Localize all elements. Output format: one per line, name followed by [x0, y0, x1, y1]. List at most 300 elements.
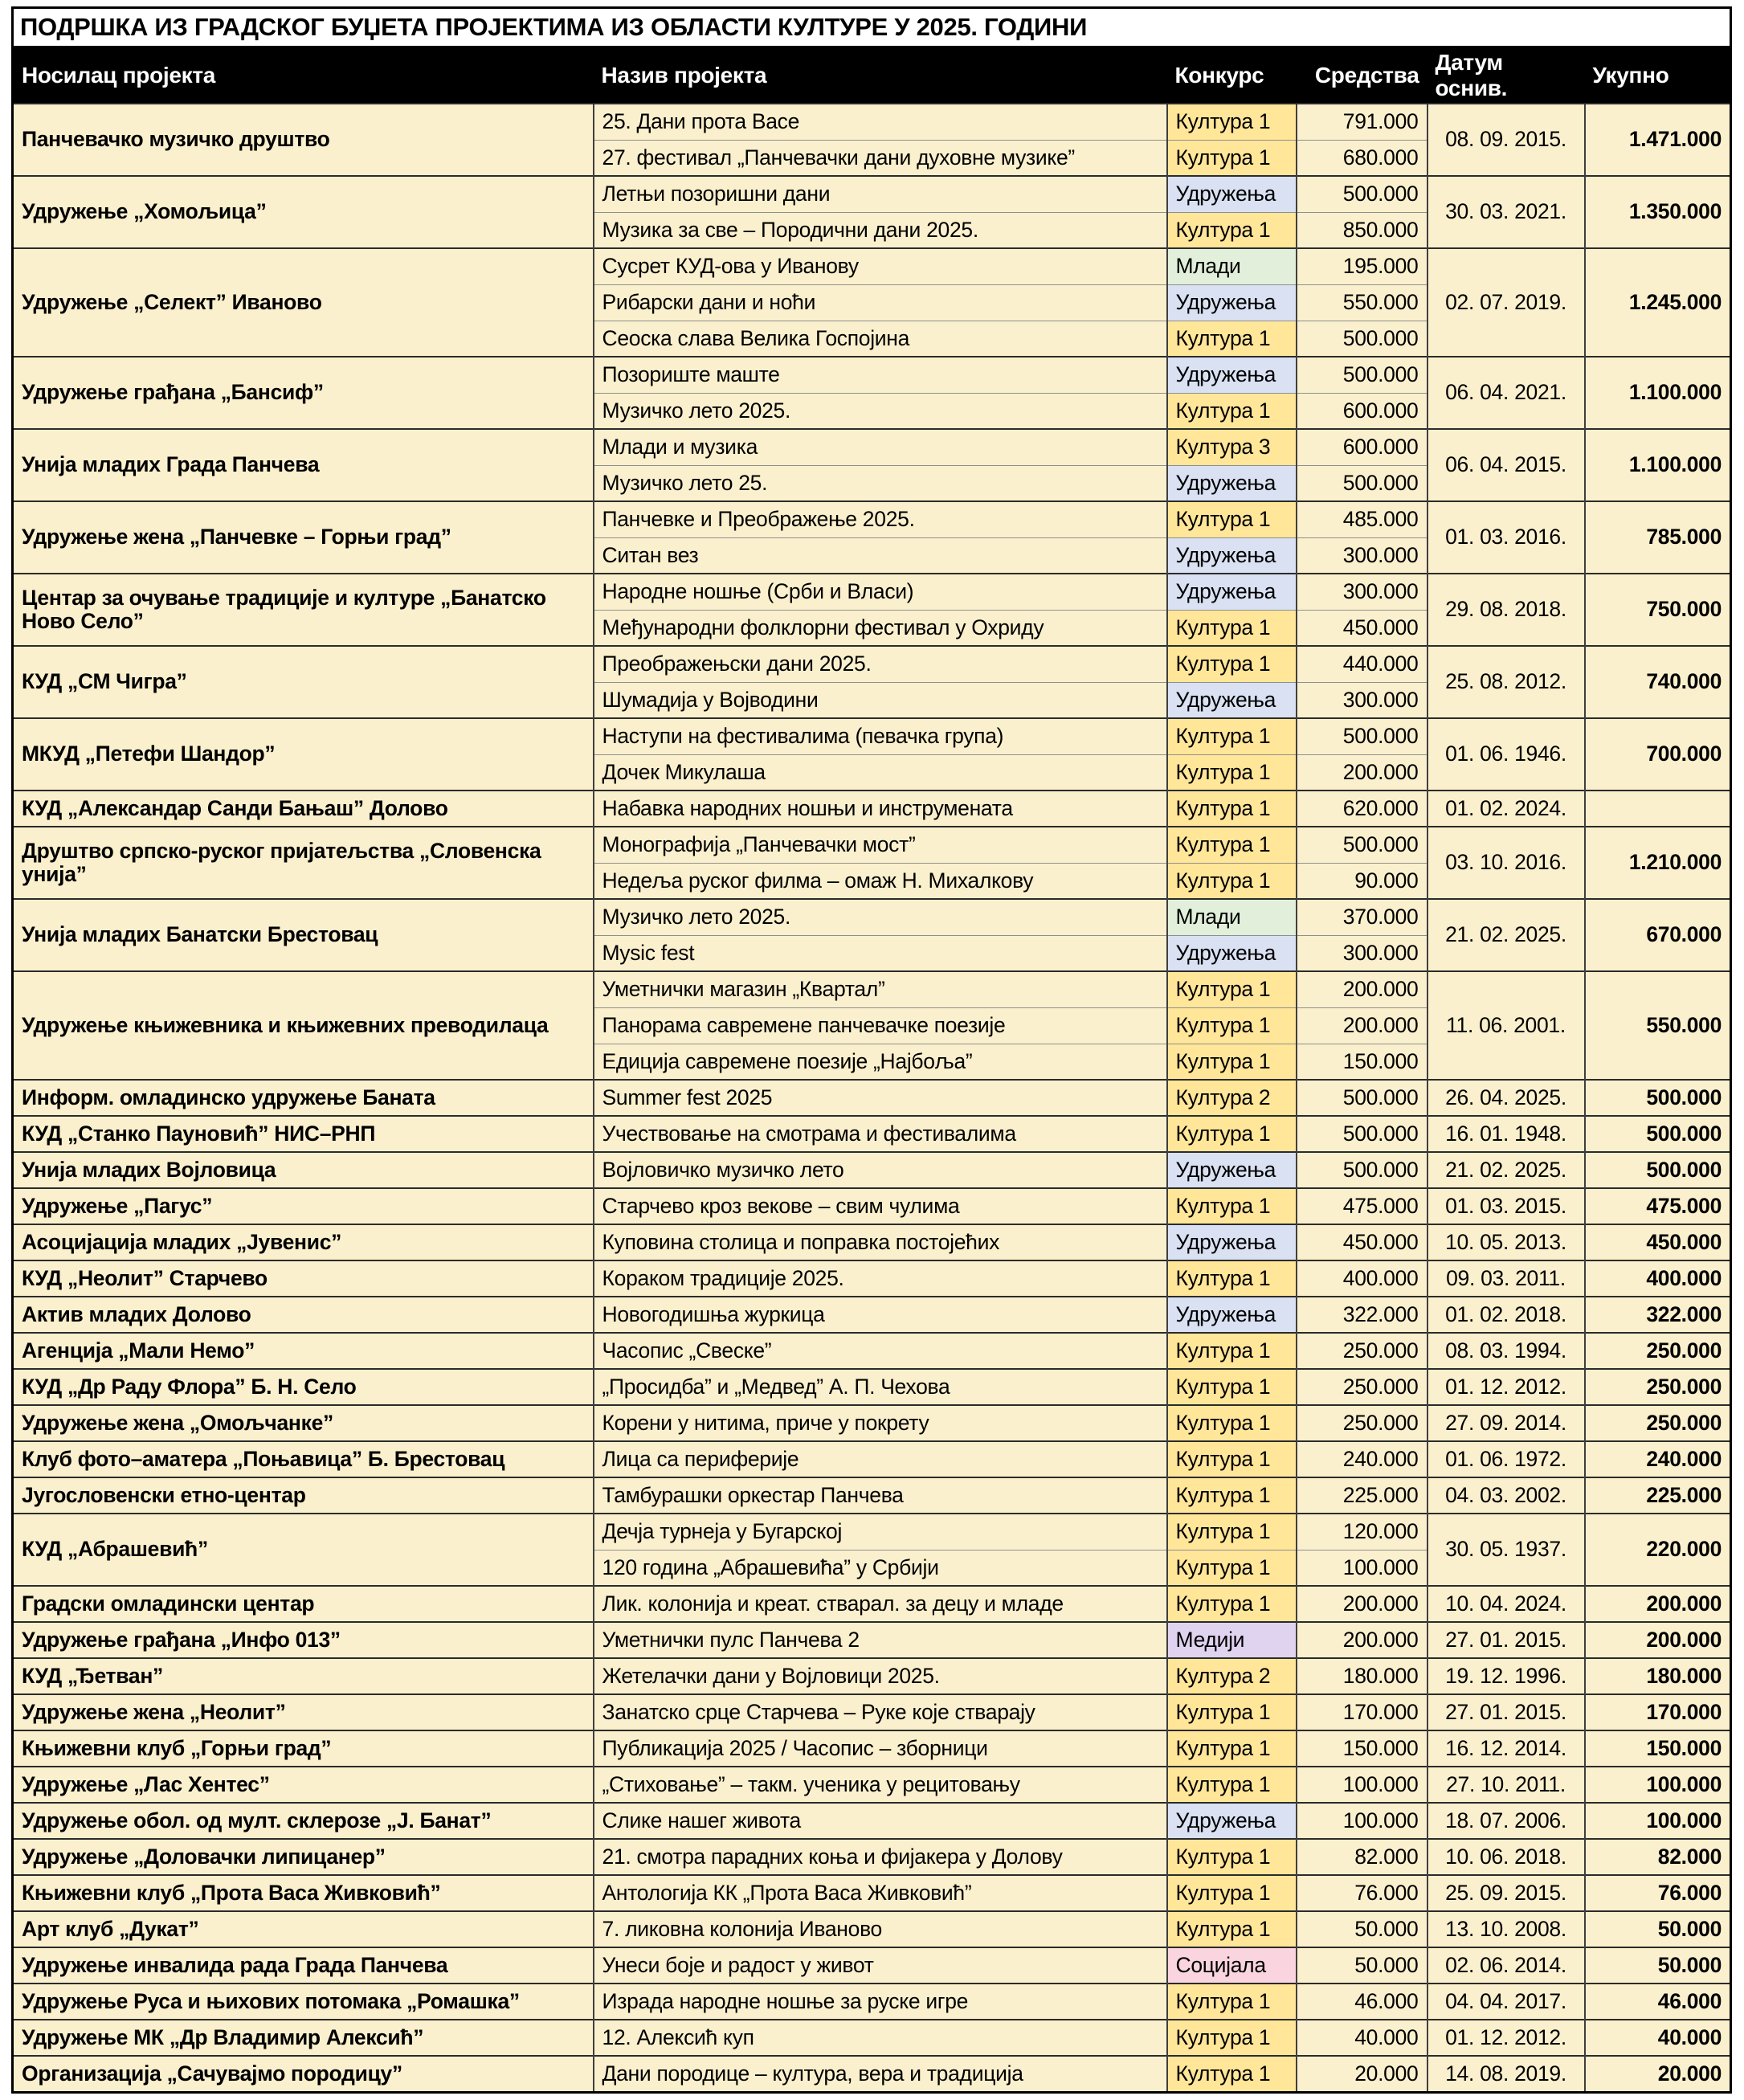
holder-cell: Удружење МК „Др Владимир Алексић” — [13, 2020, 594, 2056]
table-row — [13, 718, 1731, 754]
founded-cell: 10. 06. 2018. — [1427, 1839, 1585, 1875]
table-row — [13, 1984, 1731, 2020]
total-cell: 700.000 — [1585, 718, 1731, 791]
amount-cell: 450.000 — [1297, 1224, 1427, 1260]
table-row — [13, 1369, 1731, 1405]
amount-cell: 200.000 — [1297, 971, 1427, 1007]
founded-cell: 21. 02. 2025. — [1427, 899, 1585, 971]
project-cell: Монографија „Панчевачки мост” — [594, 827, 1167, 863]
founded-cell: 10. 05. 2013. — [1427, 1224, 1585, 1260]
amount-cell: 475.000 — [1297, 1188, 1427, 1224]
competition-cell: Млади — [1167, 248, 1297, 284]
holder-cell: Удружење обол. од мулт. склерозе „Ј. Банат” — [13, 1803, 594, 1839]
total-cell — [1585, 791, 1731, 827]
amount-cell: 46.000 — [1297, 1984, 1427, 2020]
competition-cell: Култура 1 — [1167, 1694, 1297, 1730]
founded-cell: 29. 08. 2018. — [1427, 574, 1585, 646]
table-row — [13, 899, 1731, 935]
founded-cell: 18. 07. 2006. — [1427, 1803, 1585, 1839]
amount-cell: 600.000 — [1297, 429, 1427, 465]
competition-cell: Млади — [1167, 899, 1297, 935]
founded-cell: 11. 06. 2001. — [1427, 971, 1585, 1080]
header-row — [13, 47, 1731, 104]
founded-cell: 02. 06. 2014. — [1427, 1947, 1585, 1984]
project-cell: Часопис „Свеске” — [594, 1333, 1167, 1369]
holder-cell: Удружење „Селект” Иваново — [13, 248, 594, 357]
competition-cell: Медији — [1167, 1622, 1297, 1658]
holder-cell: Удружење жена „Неолит” — [13, 1694, 594, 1730]
project-cell: „Просидба” и „Медвед” А. П. Чехова — [594, 1369, 1167, 1405]
founded-cell: 19. 12. 1996. — [1427, 1658, 1585, 1694]
amount-cell: 20.000 — [1297, 2056, 1427, 2092]
competition-cell: Социјала — [1167, 1947, 1297, 1984]
total-cell: 500.000 — [1585, 1080, 1731, 1116]
total-cell: 76.000 — [1585, 1875, 1731, 1911]
amount-cell: 485.000 — [1297, 501, 1427, 537]
holder-cell: КУД „Неолит” Старчево — [13, 1260, 594, 1297]
table-row — [13, 357, 1731, 393]
competition-cell: Култура 1 — [1167, 610, 1297, 646]
competition-cell: Култура 1 — [1167, 791, 1297, 827]
founded-cell: 27. 01. 2015. — [1427, 1694, 1585, 1730]
competition-cell: Култура 1 — [1167, 1550, 1297, 1586]
table-row — [13, 1730, 1731, 1767]
founded-cell: 08. 03. 1994. — [1427, 1333, 1585, 1369]
amount-cell: 500.000 — [1297, 1116, 1427, 1152]
competition-cell: Култура 1 — [1167, 1405, 1297, 1441]
competition-cell: Култура 1 — [1167, 1260, 1297, 1297]
total-cell: 50.000 — [1585, 1947, 1731, 1984]
amount-cell: 550.000 — [1297, 284, 1427, 321]
holder-cell: Унија младих Банатски Брестовац — [13, 899, 594, 971]
competition-cell: Култура 1 — [1167, 971, 1297, 1007]
amount-cell: 300.000 — [1297, 935, 1427, 971]
project-cell: Рибарски дани и ноћи — [594, 284, 1167, 321]
competition-cell: Култура 3 — [1167, 429, 1297, 465]
amount-cell: 500.000 — [1297, 718, 1427, 754]
total-cell: 500.000 — [1585, 1116, 1731, 1152]
competition-cell: Удружења — [1167, 1297, 1297, 1333]
amount-cell: 200.000 — [1297, 1007, 1427, 1044]
amount-cell: 500.000 — [1297, 1152, 1427, 1188]
table-row — [13, 1116, 1731, 1152]
project-cell: Дани породице – култура, вера и традиција — [594, 2056, 1167, 2092]
table-row — [13, 1947, 1731, 1984]
table-body — [13, 104, 1731, 2092]
project-cell: Војловичко музичко лето — [594, 1152, 1167, 1188]
project-cell: „Стиховање” – такм. ученика у рецитовању — [594, 1767, 1167, 1803]
total-cell: 220.000 — [1585, 1514, 1731, 1586]
project-cell: Дечја турнеја у Бугарској — [594, 1514, 1167, 1550]
total-cell: 450.000 — [1585, 1224, 1731, 1260]
amount-cell: 300.000 — [1297, 574, 1427, 610]
competition-cell: Култура 1 — [1167, 393, 1297, 429]
competition-cell: Култура 2 — [1167, 1658, 1297, 1694]
amount-cell: 791.000 — [1297, 104, 1427, 140]
holder-cell: Удружење жена „Панчевке – Горњи град” — [13, 501, 594, 574]
table-row — [13, 2020, 1731, 2056]
total-cell: 740.000 — [1585, 646, 1731, 718]
competition-cell: Култура 1 — [1167, 1514, 1297, 1550]
table-row — [13, 1803, 1731, 1839]
competition-cell: Удружења — [1167, 574, 1297, 610]
holder-cell: Удружење „Пагус” — [13, 1188, 594, 1224]
column-header-founded: Датум оснив. — [1427, 47, 1585, 104]
founded-cell: 06. 04. 2015. — [1427, 429, 1585, 501]
project-cell: 12. Алексић куп — [594, 2020, 1167, 2056]
project-cell: Куповина столица и поправка постојећих — [594, 1224, 1167, 1260]
holder-cell: КУД „Др Раду Флора” Б. Н. Село — [13, 1369, 594, 1405]
total-cell: 200.000 — [1585, 1622, 1731, 1658]
holder-cell: Књижевни клуб „Горњи град” — [13, 1730, 594, 1767]
founded-cell: 01. 12. 2012. — [1427, 1369, 1585, 1405]
amount-cell: 370.000 — [1297, 899, 1427, 935]
table-row — [13, 429, 1731, 465]
amount-cell: 680.000 — [1297, 140, 1427, 176]
project-cell: Mysic fest — [594, 935, 1167, 971]
competition-cell: Култура 1 — [1167, 1839, 1297, 1875]
competition-cell: Удружења — [1167, 1224, 1297, 1260]
total-cell: 250.000 — [1585, 1405, 1731, 1441]
founded-cell: 06. 04. 2021. — [1427, 357, 1585, 429]
holder-cell: Центар за очување традиције и културе „Банатско Ново Село” — [13, 574, 594, 646]
project-cell: Summer fest 2025 — [594, 1080, 1167, 1116]
competition-cell: Култура 1 — [1167, 1586, 1297, 1622]
table-row — [13, 1441, 1731, 1477]
holder-cell: Асоцијација младих „Јувенис” — [13, 1224, 594, 1260]
project-cell: 120 година „Абрашевића” у Србији — [594, 1550, 1167, 1586]
amount-cell: 76.000 — [1297, 1875, 1427, 1911]
project-cell: Израда народне ношње за руске игре — [594, 1984, 1167, 2020]
column-header-project: Назив пројекта — [594, 47, 1167, 104]
project-cell: Летњи позоришни дани — [594, 176, 1167, 212]
total-cell: 250.000 — [1585, 1333, 1731, 1369]
holder-cell: Унија младих Града Панчева — [13, 429, 594, 501]
competition-cell: Култура 1 — [1167, 1116, 1297, 1152]
total-cell: 40.000 — [1585, 2020, 1731, 2056]
competition-cell: Удружења — [1167, 357, 1297, 393]
competition-cell: Удружења — [1167, 465, 1297, 501]
competition-cell: Култура 1 — [1167, 1477, 1297, 1514]
founded-cell: 21. 02. 2025. — [1427, 1152, 1585, 1188]
table-row — [13, 1152, 1731, 1188]
total-cell: 475.000 — [1585, 1188, 1731, 1224]
holder-cell: Удружење Руса и њихових потомака „Ромашка” — [13, 1984, 594, 2020]
project-cell: 27. фестивал „Панчевачки дани духовне музике” — [594, 140, 1167, 176]
founded-cell: 01. 12. 2012. — [1427, 2020, 1585, 2056]
project-cell: Ситан вез — [594, 537, 1167, 574]
amount-cell: 225.000 — [1297, 1477, 1427, 1514]
competition-cell: Култура 1 — [1167, 1369, 1297, 1405]
competition-cell: Култура 1 — [1167, 1911, 1297, 1947]
competition-cell: Удружења — [1167, 537, 1297, 574]
project-cell: Преображењски дани 2025. — [594, 646, 1167, 682]
founded-cell: 03. 10. 2016. — [1427, 827, 1585, 899]
amount-cell: 100.000 — [1297, 1803, 1427, 1839]
total-cell: 1.245.000 — [1585, 248, 1731, 357]
total-cell: 785.000 — [1585, 501, 1731, 574]
column-header-funds: Средства — [1297, 47, 1427, 104]
competition-cell: Култура 1 — [1167, 1188, 1297, 1224]
holder-cell: КУД „Ђетван” — [13, 1658, 594, 1694]
amount-cell: 195.000 — [1297, 248, 1427, 284]
total-cell: 170.000 — [1585, 1694, 1731, 1730]
project-cell: Жетелачки дани у Војловици 2025. — [594, 1658, 1167, 1694]
project-cell: Сеоска слава Велика Госпојина — [594, 321, 1167, 357]
budget-table — [11, 6, 1732, 2094]
total-cell: 100.000 — [1585, 1803, 1731, 1839]
founded-cell: 02. 07. 2019. — [1427, 248, 1585, 357]
holder-cell: Друштво српско-руског пријатељства „Словенска унија” — [13, 827, 594, 899]
amount-cell: 90.000 — [1297, 863, 1427, 899]
total-cell: 180.000 — [1585, 1658, 1731, 1694]
project-cell: Уметнички пулс Панчева 2 — [594, 1622, 1167, 1658]
project-cell: Лица са периферије — [594, 1441, 1167, 1477]
competition-cell: Удружења — [1167, 1803, 1297, 1839]
table-row — [13, 1911, 1731, 1947]
table-row — [13, 1658, 1731, 1694]
column-header-holder: Носилац пројекта — [13, 47, 594, 104]
holder-cell: Удружење „Хомољица” — [13, 176, 594, 248]
amount-cell: 300.000 — [1297, 537, 1427, 574]
competition-cell: Култура 1 — [1167, 1984, 1297, 2020]
amount-cell: 250.000 — [1297, 1369, 1427, 1405]
table-row — [13, 1514, 1731, 1550]
competition-cell: Култура 1 — [1167, 827, 1297, 863]
holder-cell: Удружење књижевника и књижевних преводилаца — [13, 971, 594, 1080]
table-row — [13, 791, 1731, 827]
founded-cell: 01. 06. 1972. — [1427, 1441, 1585, 1477]
total-cell: 1.350.000 — [1585, 176, 1731, 248]
table-row — [13, 176, 1731, 212]
holder-cell: Удружење „Доловачки липицанер” — [13, 1839, 594, 1875]
holder-cell: Удружење грађана „Инфо 013” — [13, 1622, 594, 1658]
project-cell: Сусрет КУД-ова у Иванову — [594, 248, 1167, 284]
founded-cell: 04. 03. 2002. — [1427, 1477, 1585, 1514]
column-header-competition: Конкурс — [1167, 47, 1297, 104]
amount-cell: 500.000 — [1297, 176, 1427, 212]
competition-cell: Култура 2 — [1167, 1080, 1297, 1116]
total-cell: 400.000 — [1585, 1260, 1731, 1297]
project-cell: Учествовање на смотрама и фестивалима — [594, 1116, 1167, 1152]
founded-cell: 16. 12. 2014. — [1427, 1730, 1585, 1767]
project-cell: Музичко лето 2025. — [594, 393, 1167, 429]
table-row — [13, 1260, 1731, 1297]
founded-cell: 01. 03. 2015. — [1427, 1188, 1585, 1224]
project-cell: Публикација 2025 / Часопис – зборници — [594, 1730, 1167, 1767]
holder-cell: Агенција „Мали Немо” — [13, 1333, 594, 1369]
amount-cell: 170.000 — [1297, 1694, 1427, 1730]
amount-cell: 150.000 — [1297, 1044, 1427, 1080]
project-cell: Панорама савремене панчевачке поезије — [594, 1007, 1167, 1044]
total-cell: 750.000 — [1585, 574, 1731, 646]
table-row — [13, 1839, 1731, 1875]
project-cell: 7. ликовна колонија Иваново — [594, 1911, 1167, 1947]
table-row — [13, 1080, 1731, 1116]
founded-cell: 27. 10. 2011. — [1427, 1767, 1585, 1803]
founded-cell: 14. 08. 2019. — [1427, 2056, 1585, 2092]
amount-cell: 120.000 — [1297, 1514, 1427, 1550]
table-row — [13, 1477, 1731, 1514]
amount-cell: 240.000 — [1297, 1441, 1427, 1477]
founded-cell: 27. 09. 2014. — [1427, 1405, 1585, 1441]
total-cell: 670.000 — [1585, 899, 1731, 971]
total-cell: 82.000 — [1585, 1839, 1731, 1875]
total-cell: 1.100.000 — [1585, 357, 1731, 429]
project-cell: Новогодишња журкица — [594, 1297, 1167, 1333]
holder-cell: Арт клуб „Дукат” — [13, 1911, 594, 1947]
table-row — [13, 827, 1731, 863]
founded-cell: 27. 01. 2015. — [1427, 1622, 1585, 1658]
total-cell: 1.471.000 — [1585, 104, 1731, 176]
project-cell: Уметнички магазин „Квартал” — [594, 971, 1167, 1007]
holder-cell: Југословенски етно-центар — [13, 1477, 594, 1514]
total-cell: 500.000 — [1585, 1152, 1731, 1188]
holder-cell: КУД „Станко Пауновић” НИС–РНП — [13, 1116, 594, 1152]
competition-cell: Култура 1 — [1167, 754, 1297, 791]
amount-cell: 50.000 — [1297, 1947, 1427, 1984]
project-cell: Шумадија у Војводини — [594, 682, 1167, 718]
amount-cell: 200.000 — [1297, 754, 1427, 791]
project-cell: Панчевке и Преображење 2025. — [594, 501, 1167, 537]
holder-cell: Удружење „Лас Хентес” — [13, 1767, 594, 1803]
project-cell: Унеси боје и радост у живот — [594, 1947, 1167, 1984]
table-row — [13, 1297, 1731, 1333]
holder-cell: Панчевачко музичко друштво — [13, 104, 594, 176]
total-cell: 50.000 — [1585, 1911, 1731, 1947]
total-cell: 550.000 — [1585, 971, 1731, 1080]
table-row — [13, 1586, 1731, 1622]
competition-cell: Култура 1 — [1167, 1767, 1297, 1803]
table-row — [13, 1694, 1731, 1730]
amount-cell: 500.000 — [1297, 827, 1427, 863]
amount-cell: 150.000 — [1297, 1730, 1427, 1767]
table-row — [13, 1224, 1731, 1260]
project-cell: Млади и музика — [594, 429, 1167, 465]
total-cell: 20.000 — [1585, 2056, 1731, 2092]
competition-cell: Култура 1 — [1167, 212, 1297, 248]
founded-cell: 25. 09. 2015. — [1427, 1875, 1585, 1911]
founded-cell: 26. 04. 2025. — [1427, 1080, 1585, 1116]
holder-cell: МКУД „Петефи Шандор” — [13, 718, 594, 791]
title-row — [13, 8, 1731, 47]
amount-cell: 500.000 — [1297, 357, 1427, 393]
founded-cell: 30. 05. 1937. — [1427, 1514, 1585, 1586]
founded-cell: 30. 03. 2021. — [1427, 176, 1585, 248]
project-cell: 25. Дани прота Васе — [594, 104, 1167, 140]
table-row — [13, 971, 1731, 1007]
total-cell: 240.000 — [1585, 1441, 1731, 1477]
project-cell: Народне ношње (Срби и Власи) — [594, 574, 1167, 610]
amount-cell: 500.000 — [1297, 321, 1427, 357]
amount-cell: 300.000 — [1297, 682, 1427, 718]
project-cell: Занатско срце Старчева – Руке које стварају — [594, 1694, 1167, 1730]
competition-cell: Култура 1 — [1167, 140, 1297, 176]
founded-cell: 01. 03. 2016. — [1427, 501, 1585, 574]
table-row — [13, 1875, 1731, 1911]
holder-cell: Организација „Сачувајмо породицу” — [13, 2056, 594, 2092]
founded-cell: 04. 04. 2017. — [1427, 1984, 1585, 2020]
amount-cell: 322.000 — [1297, 1297, 1427, 1333]
project-cell: Антологија КК „Прота Васа Живковић” — [594, 1875, 1167, 1911]
project-cell: Међународни фолклорни фестивал у Охриду — [594, 610, 1167, 646]
holder-cell: Актив младих Долово — [13, 1297, 594, 1333]
amount-cell: 100.000 — [1297, 1550, 1427, 1586]
founded-cell: 16. 01. 1948. — [1427, 1116, 1585, 1152]
project-cell: Набавка народних ношњи и инструмената — [594, 791, 1167, 827]
amount-cell: 100.000 — [1297, 1767, 1427, 1803]
project-cell: Старчево кроз векове – свим чулима — [594, 1188, 1167, 1224]
founded-cell: 13. 10. 2008. — [1427, 1911, 1585, 1947]
amount-cell: 250.000 — [1297, 1333, 1427, 1369]
project-cell: Недеља руског филма – омаж Н. Михалкову — [594, 863, 1167, 899]
amount-cell: 200.000 — [1297, 1586, 1427, 1622]
project-cell: Музичко лето 2025. — [594, 899, 1167, 935]
project-cell: Лик. колонија и креат. стварал. за децу и младе — [594, 1586, 1167, 1622]
competition-cell: Култура 1 — [1167, 863, 1297, 899]
competition-cell: Култура 1 — [1167, 718, 1297, 754]
column-header-total: Укупно — [1585, 47, 1731, 104]
table-row — [13, 501, 1731, 537]
competition-cell: Култура 1 — [1167, 1044, 1297, 1080]
total-cell: 100.000 — [1585, 1767, 1731, 1803]
holder-cell: Градски омладински центар — [13, 1586, 594, 1622]
table-row — [13, 248, 1731, 284]
page-title: ПОДРШКА ИЗ ГРАДСКОГ БУЏЕТА ПРОЈЕКТИМА ИЗ ОБЛАСТИ КУЛТУРЕ У 2025. ГОДИНИ — [13, 8, 1731, 47]
competition-cell: Култура 1 — [1167, 1730, 1297, 1767]
holder-cell: Књижевни клуб „Прота Васа Живковић” — [13, 1875, 594, 1911]
table-row — [13, 1333, 1731, 1369]
project-cell: Едиција савремене поезије „Најбоља” — [594, 1044, 1167, 1080]
founded-cell: 01. 02. 2024. — [1427, 791, 1585, 827]
project-cell: Слике нашег живота — [594, 1803, 1167, 1839]
total-cell: 200.000 — [1585, 1586, 1731, 1622]
project-cell: Кораком традиције 2025. — [594, 1260, 1167, 1297]
competition-cell: Култура 1 — [1167, 646, 1297, 682]
founded-cell: 01. 06. 1946. — [1427, 718, 1585, 791]
project-cell: Наступи на фестивалима (певачка група) — [594, 718, 1167, 754]
founded-cell: 09. 03. 2011. — [1427, 1260, 1585, 1297]
project-cell: Тамбурашки оркестар Панчева — [594, 1477, 1167, 1514]
founded-cell: 25. 08. 2012. — [1427, 646, 1585, 718]
table-row — [13, 2056, 1731, 2092]
holder-cell: КУД „Александар Санди Бањаш” Долово — [13, 791, 594, 827]
amount-cell: 180.000 — [1297, 1658, 1427, 1694]
table-row — [13, 1405, 1731, 1441]
amount-cell: 400.000 — [1297, 1260, 1427, 1297]
founded-cell: 10. 04. 2024. — [1427, 1586, 1585, 1622]
amount-cell: 82.000 — [1297, 1839, 1427, 1875]
holder-cell: КУД „СМ Чигра” — [13, 646, 594, 718]
amount-cell: 500.000 — [1297, 1080, 1427, 1116]
amount-cell: 250.000 — [1297, 1405, 1427, 1441]
project-cell: Музичко лето 25. — [594, 465, 1167, 501]
amount-cell: 620.000 — [1297, 791, 1427, 827]
amount-cell: 50.000 — [1297, 1911, 1427, 1947]
total-cell: 1.210.000 — [1585, 827, 1731, 899]
total-cell: 250.000 — [1585, 1369, 1731, 1405]
competition-cell: Култура 1 — [1167, 2020, 1297, 2056]
amount-cell: 500.000 — [1297, 465, 1427, 501]
founded-cell: 01. 02. 2018. — [1427, 1297, 1585, 1333]
holder-cell: Удружење инвалида рада Града Панчева — [13, 1947, 594, 1984]
total-cell: 1.100.000 — [1585, 429, 1731, 501]
table-row — [13, 1622, 1731, 1658]
project-cell: 21. смотра парадних коња и фијакера у Долову — [594, 1839, 1167, 1875]
competition-cell: Удружења — [1167, 284, 1297, 321]
holder-cell: Унија младих Војловица — [13, 1152, 594, 1188]
total-cell: 225.000 — [1585, 1477, 1731, 1514]
